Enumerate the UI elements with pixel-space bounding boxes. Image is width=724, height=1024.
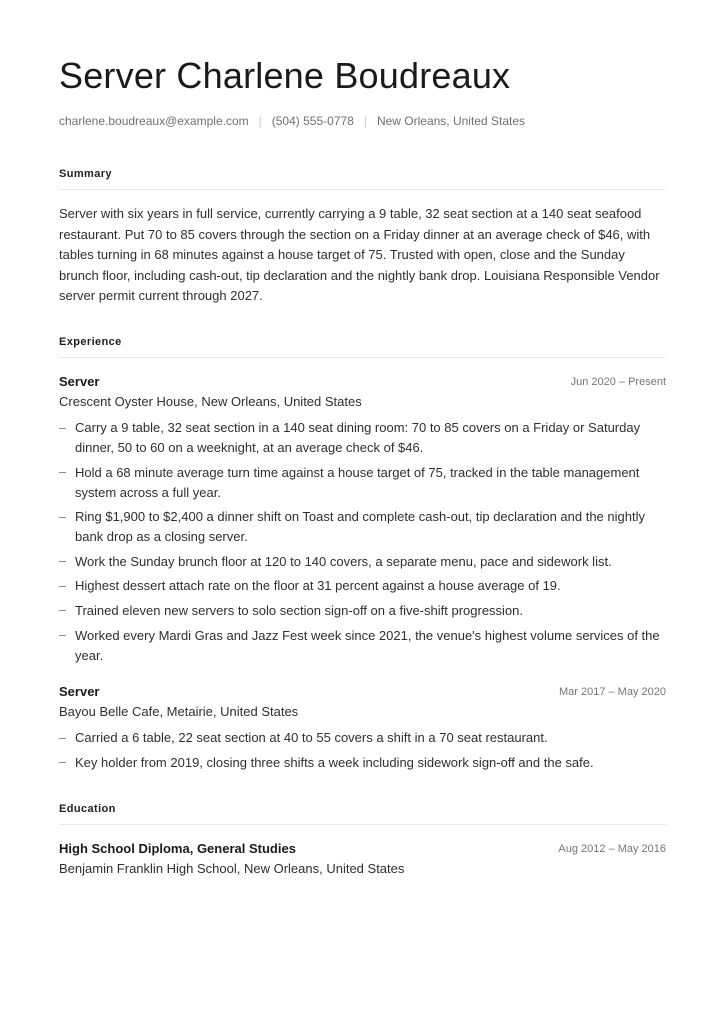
summary-text: Server with six years in full service, currently carrying a 9 table, 32 seat section at a 140 seat seafood restaurant. Put 70 to 85 covers through the section on a Friday dinner at an average check of $46, with tables turning in 68 minutes against a house target of 75. Trusted with open, close and the Sunday brunch floor, including cash-out, tip declaration and the nightly bank drop. Louisiana Responsible Vendor server permit current through 2027.	[59, 206, 660, 304]
bullet-text: Carried a 6 table, 22 seat section at 40 to 55 covers a shift in a 70 seat restaurant.	[75, 730, 548, 745]
list-item	[59, 507, 666, 547]
list-item	[59, 728, 666, 748]
job-bullets	[59, 418, 666, 666]
location: New Orleans, United States	[376, 114, 526, 128]
email-link[interactable]: charlene.boudreaux@example.com	[59, 114, 249, 128]
education-dates: Aug 2012 – May 2016	[558, 843, 666, 855]
list-item	[59, 626, 666, 666]
dash-bullet-icon	[59, 738, 66, 739]
list-item	[59, 753, 666, 773]
list-item	[59, 418, 666, 458]
dash-bullet-icon	[59, 472, 66, 473]
list-item	[59, 552, 666, 572]
list-item	[59, 601, 666, 621]
school-name: Benjamin Franklin High School, New Orleans, United States	[59, 861, 405, 876]
bullet-text: Hold a 68 minute average turn time against a house target of 75, tracked in the table management system across a full year.	[75, 464, 640, 500]
education-heading: Education	[59, 803, 116, 815]
contact-line	[59, 113, 525, 129]
contact-separator: |	[363, 114, 367, 128]
bullet-text: Highest dessert attach rate on the floor at 31 percent against a house average of 19.	[75, 578, 561, 594]
section-divider	[59, 824, 666, 825]
section-divider	[59, 357, 666, 358]
summary-heading: Summary	[59, 168, 112, 180]
section-divider	[59, 189, 666, 190]
bullet-text: Worked every Mardi Gras and Jazz Fest week since 2021, the venue's highest volume services of the year.	[75, 627, 660, 663]
experience-heading: Experience	[59, 336, 122, 348]
candidate-name: Server Charlene Boudreaux	[59, 55, 511, 96]
phone-number: (504) 555-0778	[271, 114, 354, 128]
job-dates: Mar 2017 – May 2020	[558, 686, 666, 698]
bullet-text: Trained eleven new servers to solo section sign-off on a five-shift progression.	[75, 602, 524, 618]
list-item	[59, 463, 666, 503]
job-company: Crescent Oyster House, New Orleans, United States	[59, 394, 362, 409]
dash-bullet-icon	[59, 586, 66, 587]
dash-bullet-icon	[59, 635, 66, 636]
bullet-text: Work the Sunday brunch floor at 120 to 140 covers, a separate menu, pace and sidework list.	[75, 553, 612, 569]
job-dates: Jun 2020 – Present	[570, 376, 666, 388]
job-company: Bayou Belle Cafe, Metairie, United States	[59, 704, 299, 719]
bullet-text: Carry a 9 table, 32 seat section in a 140 seat dining room: 70 to 85 covers on a Friday or Saturday dinner, 50 to 60 on a weeknight, at an average check of $46.	[75, 420, 641, 455]
education-entry	[59, 839, 666, 879]
dash-bullet-icon	[59, 428, 66, 429]
dash-bullet-icon	[59, 762, 66, 763]
job-entry	[59, 682, 666, 777]
bullet-text: Ring $1,900 to $2,400 a dinner shift on Toast and complete cash-out, tip declaration and the nightly bank drop as a closing server.	[75, 509, 645, 545]
bullet-text: Key holder from 2019, closing three shifts a week including sidework sign-off and the safe.	[75, 754, 594, 770]
job-entry	[59, 372, 666, 670]
dash-bullet-icon	[59, 561, 66, 562]
dash-bullet-icon	[59, 610, 66, 611]
job-title: Server	[59, 684, 100, 699]
list-item	[59, 576, 666, 596]
job-title: Server	[59, 374, 100, 389]
degree-title: High School Diploma, General Studies	[59, 841, 296, 856]
contact-separator: |	[258, 114, 262, 128]
dash-bullet-icon	[59, 517, 66, 518]
job-bullets	[59, 728, 666, 773]
